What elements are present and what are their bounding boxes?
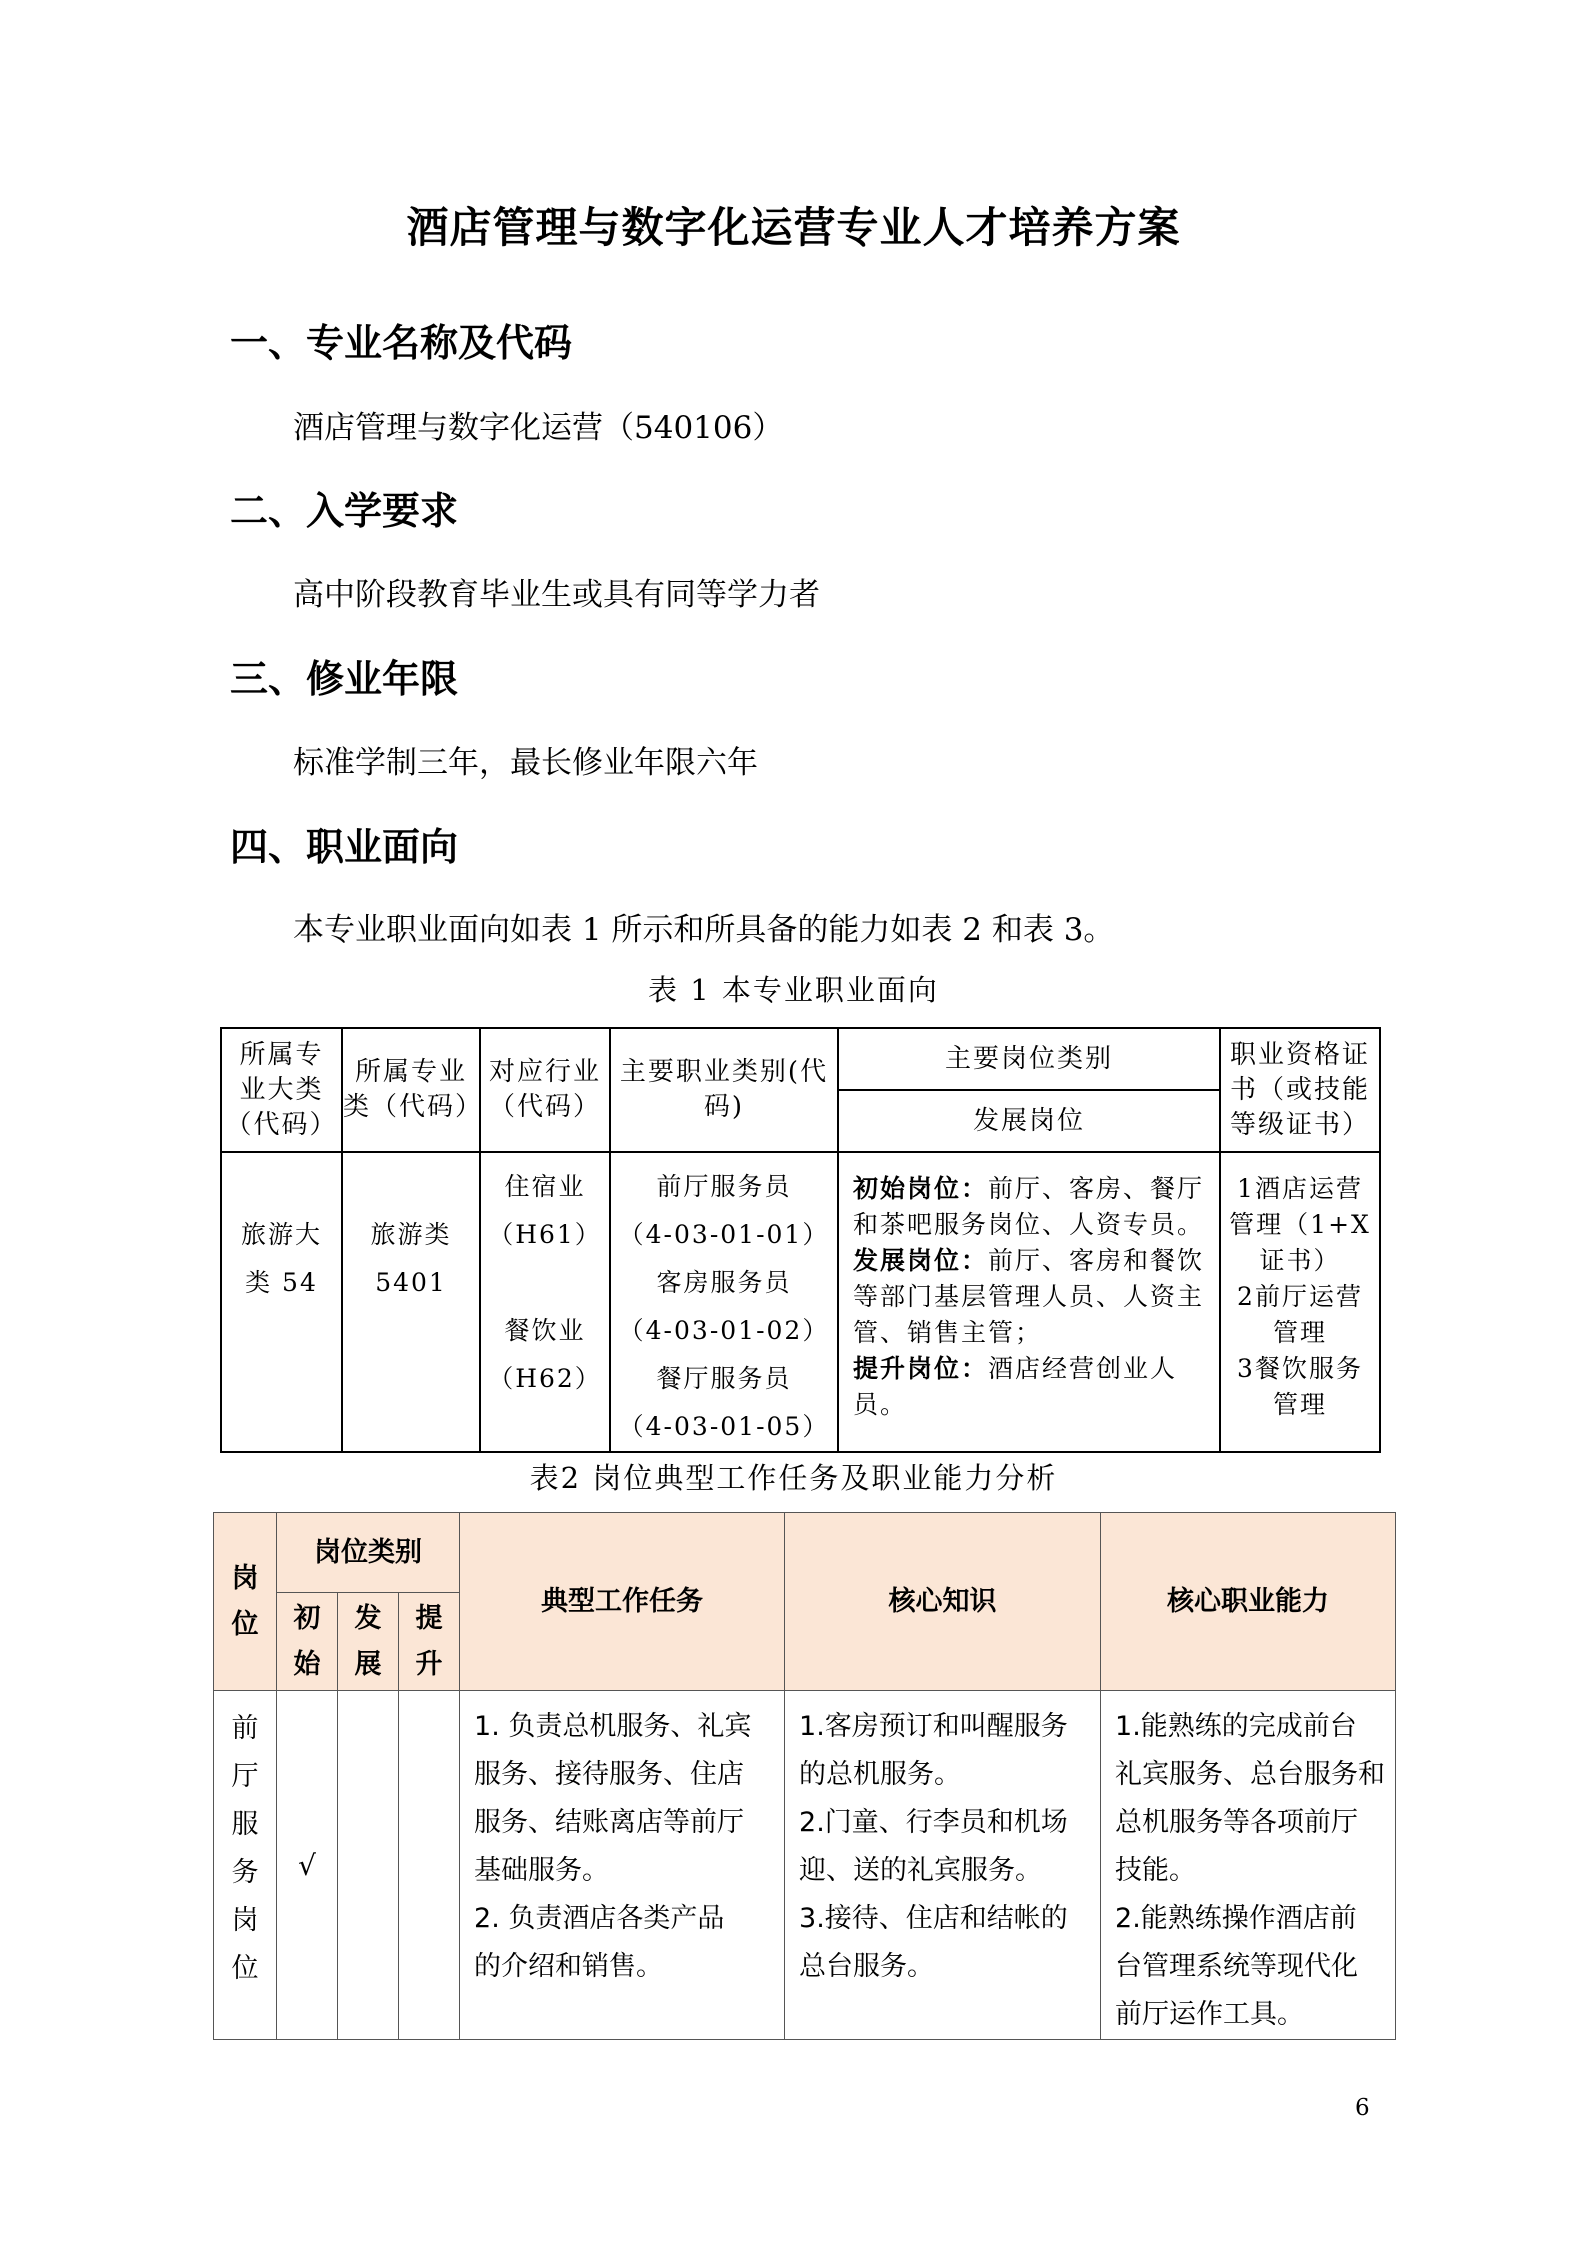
section-heading-1: 一、专业名称及代码: [230, 321, 573, 365]
header-text: 初: [293, 1602, 321, 1634]
header-post-category: 岗位类别: [277, 1513, 460, 1593]
career-orientation-table: [220, 1027, 1381, 1453]
development-position-label: 发展岗位：: [853, 1246, 989, 1275]
header-text: 所属专业: [354, 1057, 467, 1087]
cell-promote-mark: [399, 1691, 460, 2040]
header-industry: [480, 1028, 610, 1152]
header-development-positions: 发展岗位: [838, 1090, 1220, 1152]
table2-caption: 表2 岗位典型工作任务及职业能力分析: [529, 1461, 1058, 1495]
page-number: 6: [1355, 2095, 1370, 2121]
cell-core-ability: [1101, 1691, 1396, 2040]
table1-caption: 表 1 本专业职业面向: [648, 973, 939, 1007]
cell-positions: [838, 1152, 1220, 1452]
header-text: （代码）: [488, 1092, 601, 1122]
cell-initial-mark: √: [277, 1691, 338, 2040]
cell-post-name: [214, 1691, 277, 2040]
promotion-position-text: 酒店经营创业人员。: [853, 1354, 1178, 1419]
cell-text: 台管理系统等现代化: [1115, 1951, 1359, 1982]
cell-text: 的介绍和销售。: [474, 1951, 664, 1982]
cell-spacer: [481, 1259, 609, 1307]
cell-text: 客房服务员: [656, 1268, 792, 1297]
cell-develop-mark: [338, 1691, 399, 2040]
cell-text: 务: [231, 1857, 259, 1888]
cell-text: 前厅服务员: [656, 1172, 792, 1201]
cell-certificates: [1220, 1152, 1380, 1452]
cell-text: 服: [231, 1809, 259, 1840]
header-typical-tasks: 典型工作任务: [460, 1513, 785, 1691]
cell-text: 住宿业: [504, 1172, 586, 1201]
header-text: 书（或技能: [1229, 1074, 1370, 1105]
cell-text: 餐饮业: [504, 1316, 586, 1345]
header-develop: [338, 1593, 399, 1691]
cell-sub-class: [342, 1152, 480, 1452]
initial-position-text: 前厅、客房、餐厅和茶吧服务岗位、人资专员。: [853, 1174, 1205, 1239]
header-text: 码): [703, 1092, 745, 1122]
cell-text: 1.能熟练的完成前台: [1115, 1711, 1357, 1742]
cell-text: 礼宾服务、总台服务和: [1115, 1759, 1386, 1790]
header-certificates: [1220, 1028, 1380, 1152]
cell-text: （H62）: [488, 1364, 602, 1393]
cell-text: 岗: [231, 1905, 259, 1936]
section-text-3: 标准学制三年，最长修业年限六年: [293, 745, 758, 781]
section-heading-3: 三、修业年限: [230, 657, 459, 701]
cell-text: 技能。: [1115, 1855, 1197, 1886]
section-heading-2: 二、入学要求: [230, 489, 459, 533]
cell-text: 前: [231, 1713, 259, 1744]
cell-major-class: [221, 1152, 342, 1452]
development-position-text: 前厅、客房和餐饮等部门基层管理人员、人资主管、销售主管；: [853, 1246, 1205, 1347]
cell-text: 1. 负责总机服务、礼宾: [474, 1711, 752, 1742]
cell-text: 1.客房预订和叫醒服务: [799, 1711, 1068, 1742]
header-text: 展: [354, 1648, 382, 1680]
header-text: 对应行业: [488, 1057, 601, 1087]
cell-text: （4-03-01-05）: [618, 1412, 830, 1441]
header-text: 业大类: [239, 1074, 324, 1105]
cell-text: 厅: [231, 1761, 259, 1792]
cell-typical-tasks: [460, 1691, 785, 2040]
header-text: 类（代码）: [343, 1092, 484, 1122]
cell-text: 总机服务等各项前厅: [1115, 1807, 1359, 1838]
promotion-position-label: 提升岗位：: [853, 1354, 989, 1383]
header-text: 岗: [231, 1562, 259, 1594]
header-main-positions: 主要岗位类别: [838, 1028, 1220, 1090]
header-text: 位: [231, 1608, 259, 1640]
cell-text: 2. 负责酒店各类产品: [474, 1903, 725, 1934]
header-occupation: [610, 1028, 838, 1152]
cell-text: 2.能熟练操作酒店前: [1115, 1903, 1357, 1934]
header-text: （代码）: [225, 1109, 338, 1140]
header-text: 主要职业类别(代: [619, 1057, 829, 1087]
header-text: 所属专: [239, 1039, 324, 1070]
initial-position-label: 初始岗位：: [853, 1174, 989, 1203]
header-post: [214, 1513, 277, 1691]
header-sub-class: [342, 1028, 484, 1152]
cell-text: 基础服务。: [474, 1855, 610, 1886]
cell-text: 5401: [375, 1268, 447, 1297]
cell-text: 证书）: [1259, 1246, 1341, 1275]
cell-text: 2.门童、行李员和机场: [799, 1807, 1068, 1838]
cell-text: 3餐饮服务: [1237, 1354, 1363, 1383]
header-text: 升: [415, 1648, 443, 1680]
cell-core-knowledge: [785, 1691, 1101, 2040]
header-initial: [277, 1593, 338, 1691]
header-core-knowledge: 核心知识: [785, 1513, 1101, 1691]
header-text: 等级证书）: [1229, 1109, 1370, 1140]
cell-text: 的总机服务。: [799, 1759, 962, 1790]
cell-text: 迎、送的礼宾服务。: [799, 1855, 1043, 1886]
header-text: 职业资格证: [1229, 1039, 1370, 1070]
section-text-1: 酒店管理与数字化运营（540106）: [293, 410, 784, 446]
header-major-class: [221, 1028, 342, 1152]
cell-text: 服务、接待服务、住店: [474, 1759, 745, 1790]
header-promote: [399, 1593, 460, 1691]
cell-text: 管理（1+X: [1229, 1210, 1371, 1239]
cell-text: 2前厅运营: [1237, 1282, 1363, 1311]
header-text: 提: [415, 1602, 443, 1634]
cell-text: （4-03-01-02）: [618, 1316, 830, 1345]
header-text: 始: [293, 1648, 321, 1680]
header-text: 发: [354, 1602, 382, 1634]
cell-text: 服务、结账离店等前厅: [474, 1807, 745, 1838]
job-task-analysis-table: [213, 1512, 1396, 2040]
cell-text: 旅游大: [240, 1220, 322, 1249]
cell-text: 类 54: [245, 1268, 318, 1297]
cell-industry: [480, 1152, 610, 1452]
cell-text: 位: [231, 1953, 259, 1984]
section-heading-4: 四、职业面向: [230, 825, 459, 869]
cell-text: 餐厅服务员: [656, 1364, 792, 1393]
header-core-ability: 核心职业能力: [1101, 1513, 1396, 1691]
cell-text: 总台服务。: [799, 1951, 935, 1982]
section-text-4: 本专业职业面向如表 1 所示和所具备的能力如表 2 和表 3。: [293, 912, 1115, 948]
cell-text: 旅游类: [370, 1220, 452, 1249]
cell-text: （4-03-01-01）: [618, 1220, 830, 1249]
section-text-2: 高中阶段教育毕业生或具有同等学力者: [293, 577, 820, 613]
cell-text: 前厅运作工具。: [1115, 1999, 1305, 2030]
cell-text: 管理: [1272, 1318, 1327, 1347]
cell-occupations: [610, 1152, 838, 1452]
cell-text: 管理: [1272, 1390, 1327, 1419]
cell-text: 3.接待、住店和结帐的: [799, 1903, 1068, 1934]
cell-text: （H61）: [488, 1220, 602, 1249]
document-title: 酒店管理与数字化运营专业人才培养方案: [406, 203, 1181, 252]
cell-text: 1酒店运营: [1237, 1174, 1363, 1203]
